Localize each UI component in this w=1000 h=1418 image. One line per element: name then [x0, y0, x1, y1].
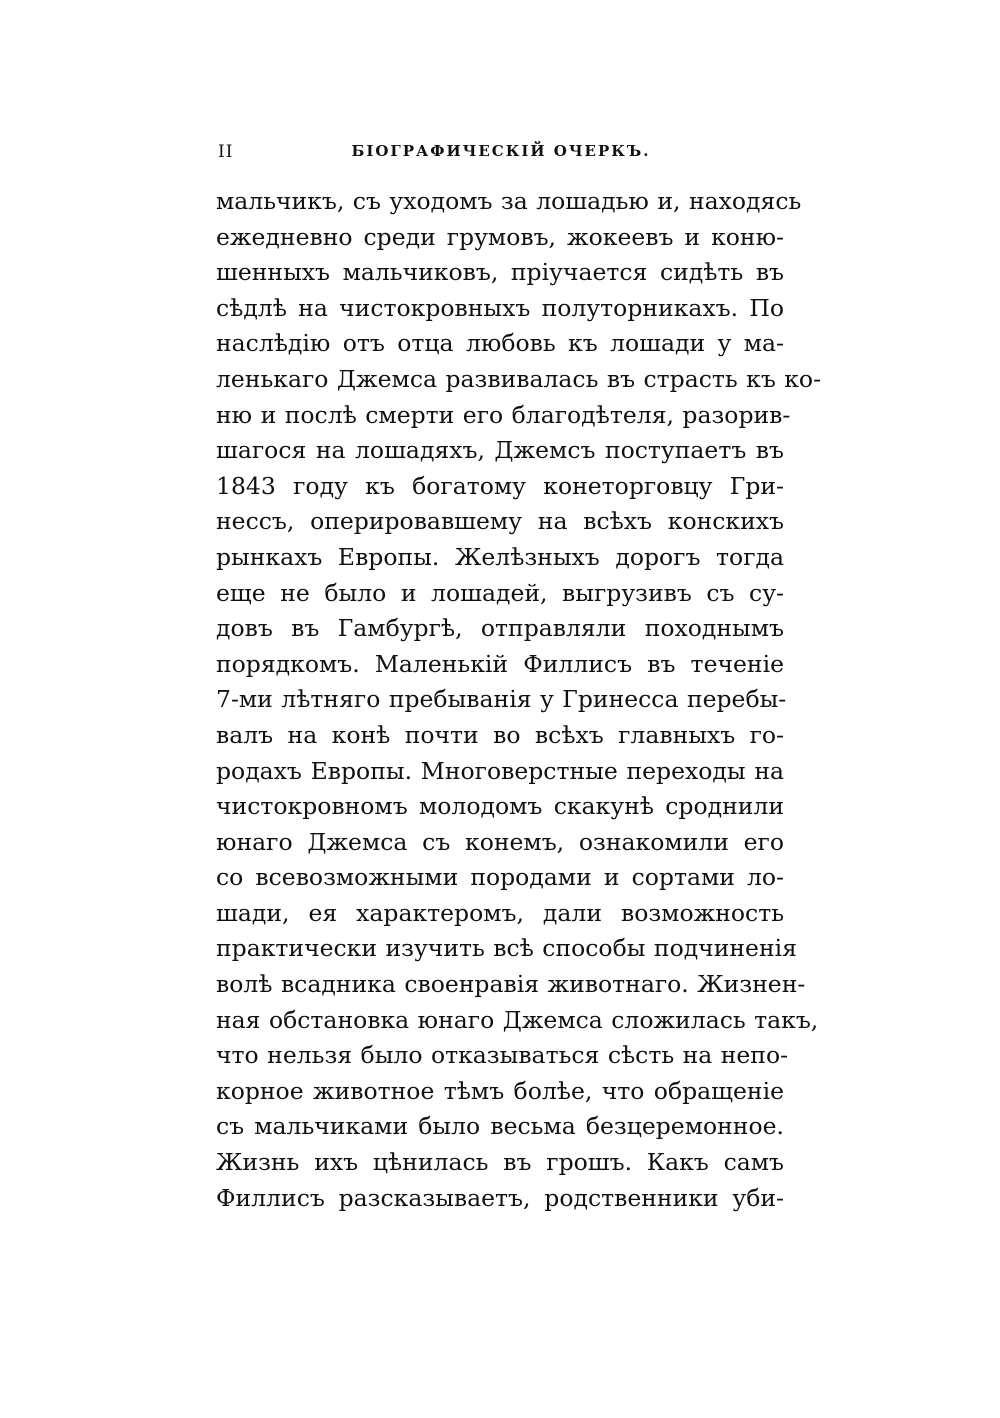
- text-line: нессъ, оперировавшему на всѣхъ конскихъ: [216, 507, 784, 536]
- text-line: со всевозможными породами и сортами ло-: [216, 863, 784, 892]
- text-line: родахъ Европы. Многоверстные переходы на: [216, 756, 784, 785]
- text-line: что нельзя было отказываться сѣсть на непо-: [216, 1041, 789, 1070]
- text-line: валъ на конѣ почти во всѣхъ главныхъ го-: [216, 720, 784, 749]
- text-line: шагося на лошадяхъ, Джемсъ поступаетъ въ: [216, 436, 784, 465]
- text-line: Филлисъ разсказываетъ, родственники уби-: [216, 1183, 784, 1212]
- text-line: практически изучить всѣ способы подчиненія: [216, 934, 797, 963]
- text-line: порядкомъ. Маленькій Филлисъ въ теченіе: [216, 649, 784, 678]
- text-line: рынкахъ Европы. Желѣзныхъ дорогъ тогда: [216, 542, 784, 571]
- text-line: ленькаго Джемса развивалась въ страсть къ ко-: [216, 364, 822, 393]
- text-line: юнаго Джемса съ конемъ, ознакомили его: [216, 827, 784, 856]
- running-title: БІОГРАФИЧЕСКІЙ ОЧЕРКЪ.: [351, 142, 651, 160]
- running-header: [218, 142, 784, 170]
- text-line: 7-ми лѣтняго пребыванія у Гринесса перебы-: [216, 685, 787, 714]
- text-line: Жизнь ихъ цѣнилась въ грошъ. Какъ самъ: [216, 1148, 784, 1177]
- body-text: [216, 184, 822, 1216]
- text-line: сѣдлѣ на чистокровныхъ полуторникахъ. По: [216, 293, 784, 322]
- text-line: съ мальчиками было весьма безцеремонное.: [216, 1112, 784, 1141]
- text-line: шенныхъ мальчиковъ, пріучается сидѣть въ: [216, 258, 784, 287]
- page-number: II: [218, 142, 234, 162]
- text-line: корное животное тѣмъ болѣе, что обращеніе: [216, 1076, 784, 1105]
- text-line: шади, ея характеромъ, дали возможность: [216, 898, 784, 927]
- text-line: мальчикъ, съ уходомъ за лошадью и, находясь: [216, 187, 802, 215]
- text-line: наслѣдію отъ отца любовь къ лошади у ма-: [216, 329, 784, 358]
- text-line: ная обстановка юнаго Джемса сложилась такъ,: [216, 1005, 819, 1034]
- text-line: волѣ всадника своенравія животнаго. Жизнен-: [216, 970, 806, 999]
- text-line: 1843 году къ богатому конеторговцу Гри-: [216, 471, 784, 500]
- text-line: довъ въ Гамбургѣ, отправляли походнымъ: [216, 614, 784, 643]
- text-line: еще не было и лошадей, выгрузивъ съ су-: [216, 578, 784, 607]
- text-line: чистокровномъ молодомъ скакунѣ сроднили: [216, 792, 784, 821]
- text-line: ню и послѣ смерти его благодѣтеля, разорив-: [216, 400, 791, 429]
- text-line: ежедневно среди грумовъ, жокеевъ и коню-: [216, 222, 784, 251]
